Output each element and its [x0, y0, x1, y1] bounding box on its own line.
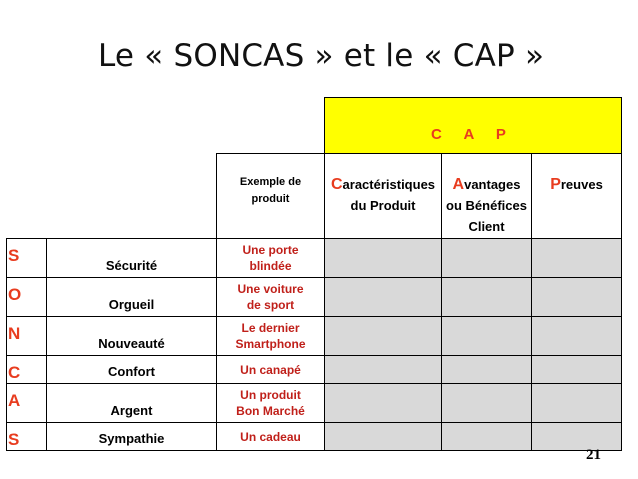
- caracteristiques-line2: du Produit: [350, 198, 416, 213]
- column-header-preuves: [532, 154, 622, 239]
- example-header: [217, 154, 325, 239]
- soncas-letter: S: [7, 239, 47, 278]
- column-header-avantages: [442, 154, 532, 239]
- cap-header: C A P: [325, 98, 622, 154]
- segment-label: Sécurité: [47, 239, 217, 278]
- table-row: [7, 356, 622, 384]
- table-row: [7, 423, 622, 451]
- avantages-line2: ou Bénéfices: [446, 198, 527, 213]
- empty-cell: [532, 356, 622, 384]
- soncas-letter: O: [7, 278, 47, 317]
- empty-cell: [325, 384, 442, 423]
- example-line: Smartphone: [235, 337, 306, 351]
- segment-label: Argent: [47, 384, 217, 423]
- example-line: blindée: [249, 259, 292, 273]
- example-line: Un cadeau: [240, 429, 301, 444]
- empty-cell: [325, 356, 442, 384]
- caracteristiques-initial: C: [330, 176, 343, 193]
- segment-label: Sympathie: [47, 423, 217, 451]
- example-header-line1: Exemple de: [239, 176, 302, 188]
- segment-label: Orgueil: [47, 278, 217, 317]
- example-header-line2: produit: [251, 193, 290, 205]
- empty-cell: [442, 356, 532, 384]
- soncas-letter: A: [7, 384, 47, 423]
- segment-label: Confort: [47, 356, 217, 384]
- example-line: Un produit: [240, 388, 301, 402]
- example-line: Bon Marché: [236, 404, 305, 418]
- avantages-rest: vantages: [464, 177, 521, 192]
- slide-title: Le « SONCAS » et le « CAP »: [98, 38, 545, 74]
- empty-cell: [442, 239, 532, 278]
- empty-cell: [325, 317, 442, 356]
- example-cell: [217, 317, 325, 356]
- segment-label: Nouveauté: [47, 317, 217, 356]
- caracteristiques-rest: aractéristiques: [342, 177, 436, 192]
- empty-cell: [532, 239, 622, 278]
- avantages-initial: A: [452, 176, 465, 193]
- soncas-cap-table: [6, 97, 622, 451]
- empty-cell: [532, 384, 622, 423]
- empty-cell: [532, 278, 622, 317]
- cap-header-row: [7, 98, 622, 154]
- table-row: [7, 317, 622, 356]
- empty-cell: [325, 278, 442, 317]
- column-header-caracteristiques: [325, 154, 442, 239]
- preuves-initial: P: [550, 176, 561, 193]
- page-number: 21: [586, 447, 601, 463]
- example-line: Une voiture: [237, 282, 304, 296]
- empty-cell: [442, 384, 532, 423]
- empty-cell: [532, 317, 622, 356]
- empty-cell: [442, 423, 532, 451]
- example-cell: [217, 384, 325, 423]
- example-line: Le dernier: [241, 321, 300, 335]
- preuves-rest: reuves: [560, 177, 603, 192]
- example-cell: [217, 278, 325, 317]
- avantages-line3: Client: [468, 219, 505, 234]
- example-line: Une porte: [242, 243, 299, 257]
- empty-cell: [442, 278, 532, 317]
- empty-cell: [325, 239, 442, 278]
- soncas-letter: C: [7, 356, 47, 384]
- example-line: de sport: [246, 298, 295, 312]
- example-cell: [217, 356, 325, 384]
- soncas-letter: N: [7, 317, 47, 356]
- example-line: Un canapé: [240, 362, 301, 377]
- column-header-row: [7, 154, 622, 239]
- table-row: [7, 384, 622, 423]
- example-cell: [217, 239, 325, 278]
- empty-cell: [325, 423, 442, 451]
- empty-cell: [442, 317, 532, 356]
- table-row: [7, 239, 622, 278]
- empty-cell: [532, 423, 622, 451]
- example-cell: [217, 423, 325, 451]
- table-row: [7, 278, 622, 317]
- soncas-letter: S: [7, 423, 47, 451]
